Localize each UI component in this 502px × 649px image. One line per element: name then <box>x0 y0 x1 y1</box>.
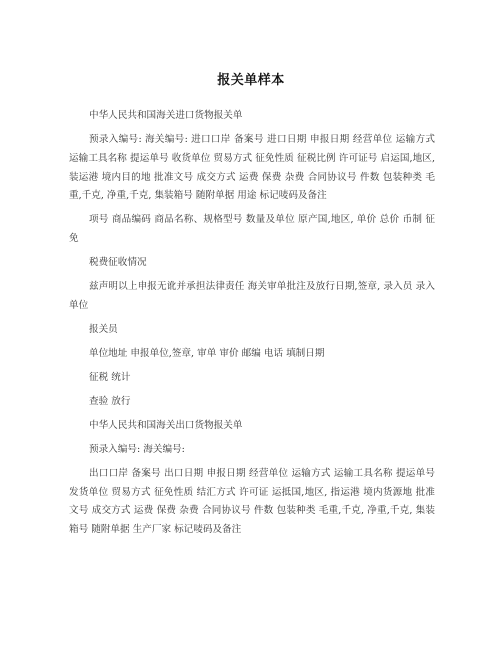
import-item-fields: 项号 商品编码 商品名称、规格型号 数量及单位 原产国,地区, 单价 总价 币制 征免 <box>69 214 435 245</box>
document-body <box>69 107 435 545</box>
document-title: 报关单样本 <box>217 73 285 88</box>
tax-collection-status: 税费征收情况 <box>89 257 147 269</box>
inspection-release-line: 查验 放行 <box>89 395 131 407</box>
export-pre-entry-number: 预录入编号: 海关编号: <box>89 443 185 455</box>
export-header-fields: 出口口岸 备案号 出口日期 申报日期 经营单位 运输方式 运输工具名称 提运单号 发货单位 贸易方式 征免性质 结汇方式 许可证 运抵国,地区, 指运港 境内货源地 批准文号 成交方式 运费 保费 杂费 合同协议号 件数 包装种类 毛重,千克, 净重,千克, 集装箱号 随附单据 生产厂家 标记唛码及备注 <box>69 467 435 536</box>
unit-address-line: 单位地址 申报单位,签章, 审单 审价 邮编 电话 填制日期 <box>89 347 325 359</box>
heading-import-declaration: 中华人民共和国海关进口货物报关单 <box>89 110 243 121</box>
tax-statistics-line: 征税 统计 <box>89 371 131 383</box>
import-header-fields: 预录入编号: 海关编号: 进口口岸 备案号 进口日期 申报日期 经营单位 运输方式 运输工具名称 提运单号 收货单位 贸易方式 征免性质 征税比例 许可证号 启运国,地区, 装运港 境内目的地 批准文号 成交方式 运费 保费 杂费 合同协议号 件数 包装种类 毛重,千克, 净重,千克, 集装箱号 随附单据 用途 标记唛码及备注 <box>69 133 435 202</box>
declaration-statement: 兹声明以上申报无讹并承担法律责任 海关审单批注及放行日期,签章, 录入员 录入单位 <box>69 281 435 311</box>
customs-broker: 报关员 <box>89 323 118 335</box>
heading-export-declaration: 中华人民共和国海关出口货物报关单 <box>89 419 243 431</box>
